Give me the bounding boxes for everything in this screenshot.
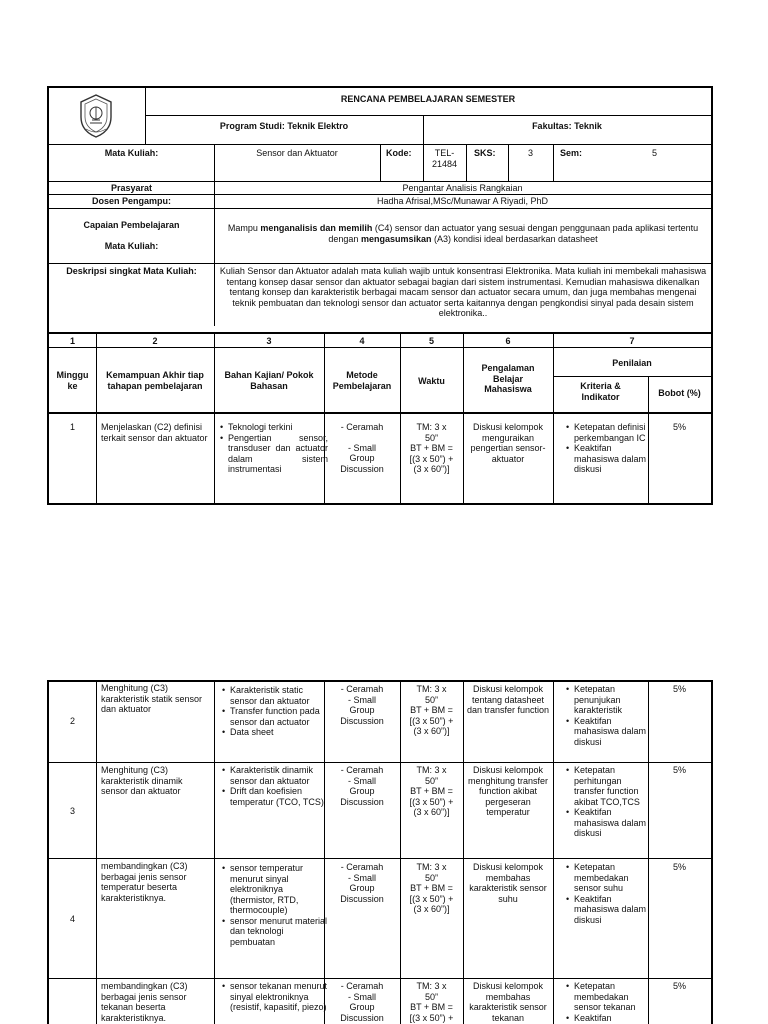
- row-kriteria: • Ketepatan membedakan sensor tekanan • Keaktifan: [566, 981, 654, 1023]
- col-header-kriteria: Kriteria & Indikator: [580, 381, 621, 402]
- row-minggu: 2: [69, 716, 75, 726]
- sks-label: SKS:: [474, 148, 496, 158]
- row-bahan: • sensor tekanan menurut sinyal elektroniknya (resistif, kapasitif, piezo): [222, 981, 330, 1013]
- row-kemampuan: Menjelaskan (C2) definisi terkait sensor dan aktuator: [101, 422, 208, 443]
- row-kriteria: • Ketepatan definisi perkembangan IC • Keaktifan mahasiswa dalam diskusi: [566, 422, 654, 475]
- row-pengalaman: Diskusi kelompok membahas karakteristik sensor tekanan: [469, 981, 547, 1023]
- row-minggu: 1: [69, 422, 75, 432]
- row-bobot: 5%: [672, 981, 686, 991]
- row-metode: - Ceramah - Small Group Discussion: [340, 862, 384, 904]
- mata-kuliah-label: Mata Kuliah:: [104, 148, 159, 158]
- col-num-7: 7: [629, 336, 635, 346]
- row-bahan: • Karakteristik static sensor dan aktuator • Transfer function pada sensor dan actuator • Data sheet: [222, 685, 330, 738]
- capaian-value: Mampu menganalisis dan memilih (C4) sensor dan actuator yang sesuai dengan penggunaan pada aplikasi tertentu dengan mengasumsikan (A3) kondisi ideal berdasarkan datasheet: [227, 223, 699, 244]
- row-bahan: • sensor temperatur menurut sinyal elektroniknya (thermistor, RTD, thermocouple) • sensor menurut material dan teknologi pembuatan: [222, 863, 330, 947]
- kode-value: TEL- 21484: [431, 148, 458, 169]
- row-metode: - Ceramah - Small Group Discussion: [340, 422, 384, 474]
- kode-label: Kode:: [386, 148, 412, 158]
- row-kriteria: • Ketepatan membedakan sensor suhu • Keaktifan mahasiswa dalam diskusi: [566, 862, 654, 925]
- row-waktu: TM: 3 x 50” BT + BM = [(3 x 50”) + (3 x 60”)]: [409, 862, 454, 914]
- row-bobot: 5%: [672, 765, 686, 775]
- row-kriteria: • Ketepatan perhitungan transfer function akibat TCO,TCS • Keaktifan mahasiswa dalam diskusi: [566, 765, 654, 839]
- row-pengalaman: Diskusi kelompok menguraikan pengertian sensor-aktuator: [470, 422, 546, 464]
- capaian-label: Capaian Pembelajaran Mata Kuliah:: [83, 220, 180, 251]
- row-waktu: TM: 3 x 50” BT + BM = [(3 x 50”) + (3 x 60”)]: [409, 422, 454, 474]
- row-metode: - Ceramah - Small Group Discussion: [340, 981, 384, 1023]
- col-header-kemampuan: Kemampuan Akhir tiap tahapan pembelajaran: [106, 370, 204, 391]
- row-kemampuan: membandingkan (C3) berbagai jenis sensor temperatur beserta karakteristiknya.: [101, 861, 188, 903]
- row-pengalaman: Diskusi kelompok membahas karakteristik sensor suhu: [469, 862, 547, 904]
- row-bahan: • Karakteristik dinamik sensor dan aktuator • Drift dan koefisien temperatur (TCO, TCS): [222, 765, 330, 807]
- row-bahan: • Teknologi terkini • Pengertian sensor, transduser dan actuator dalam sistem instrumentasi: [220, 422, 328, 475]
- col-num-4: 4: [359, 336, 365, 346]
- program-studi: Program Studi: Teknik Elektro: [219, 121, 349, 131]
- row-minggu: 3: [69, 806, 75, 816]
- col-num-1: 1: [69, 336, 75, 346]
- col-header-pengalaman: Pengalaman Belajar Mahasiswa: [481, 363, 535, 394]
- fakultas: Fakultas: Teknik: [532, 121, 602, 131]
- row-minggu: 4: [69, 914, 75, 924]
- row-bobot: 5%: [672, 862, 686, 872]
- row-waktu: TM: 3 x 50” BT + BM = [(3 x 50”) +: [409, 981, 454, 1023]
- row-pengalaman: Diskusi kelompok menghitung transfer function akibat pergeseran temperatur: [467, 765, 549, 817]
- col-header-metode: Metode Pembelajaran: [332, 370, 392, 391]
- row-kriteria: • Ketepatan penunjukan karakteristik • Keaktifan mahasiswa dalam diskusi: [566, 684, 654, 747]
- row-pengalaman: Diskusi kelompok tentang datasheet dan transfer function: [466, 684, 550, 715]
- col-header-bahan: Bahan Kajian/ Pokok Bahasan: [224, 370, 314, 391]
- col-header-bobot: Bobot (%): [658, 388, 701, 398]
- document-title: RENCANA PEMBELAJARAN SEMESTER: [340, 94, 516, 104]
- deskripsi-value: Kuliah Sensor dan Aktuator adalah mata kuliah wajib untuk konsentrasi Elektronika. Mata kuliah ini membekali mahasiswa tentang konsep dasar sensor dan aktuator sebagai bagian dari sistem instrumentasi. Kemudian mahasiswa dikenalkan tentang konsep dan karakteristik berbagai macam sensor dan actuator secara umum, dan juga membahas mengenai teknik pembuatan dan teknologi sensor dan actuator serta kaitannya dengan pengkondisi sinyal pada desain sistem elektronika..: [219, 266, 707, 318]
- col-num-3: 3: [266, 336, 272, 346]
- row-waktu: TM: 3 x 50” BT + BM = [(3 x 50”) + (3 x 60”)]: [409, 765, 454, 817]
- mata-kuliah-value: Sensor dan Aktuator: [256, 148, 338, 158]
- col-header-waktu: Waktu: [418, 376, 445, 386]
- col-num-6: 6: [505, 336, 511, 346]
- dosen-label: Dosen Pengampu:: [91, 196, 171, 206]
- row-kemampuan: Menghitung (C3) karakteristik statik sensor dan aktuator: [101, 683, 203, 714]
- sks-value: 3: [527, 148, 533, 158]
- sem-label: Sem:: [560, 148, 583, 158]
- dosen-value: Hadha Afrisal,MSc/Munawar A Riyadi, PhD: [376, 196, 549, 206]
- col-num-2: 2: [152, 336, 158, 346]
- row-kemampuan: Menghitung (C3) karakteristik dinamik sensor dan aktuator: [101, 765, 183, 796]
- prasyarat-label: Prasyarat: [110, 183, 153, 193]
- deskripsi-label: Deskripsi singkat Mata Kuliah:: [66, 266, 197, 276]
- row-bobot: 5%: [672, 684, 686, 694]
- col-num-5: 5: [428, 336, 434, 346]
- prasyarat-value: Pengantar Analisis Rangkaian: [402, 183, 523, 193]
- col-header-penilaian: Penilaian: [612, 358, 652, 368]
- row-kemampuan: membandingkan (C3) berbagai jenis sensor tekanan beserta karakteristiknya.: [101, 981, 188, 1023]
- row-metode: - Ceramah - Small Group Discussion: [340, 684, 384, 726]
- row-waktu: TM: 3 x 50” BT + BM = [(3 x 50”) + (3 x 60”)]: [409, 684, 454, 736]
- row-bobot: 5%: [672, 422, 686, 432]
- university-logo-icon: [78, 93, 114, 139]
- row-metode: - Ceramah - Small Group Discussion: [340, 765, 384, 807]
- col-header-minggu: Minggu ke: [56, 370, 89, 391]
- sem-value: 5: [652, 148, 658, 158]
